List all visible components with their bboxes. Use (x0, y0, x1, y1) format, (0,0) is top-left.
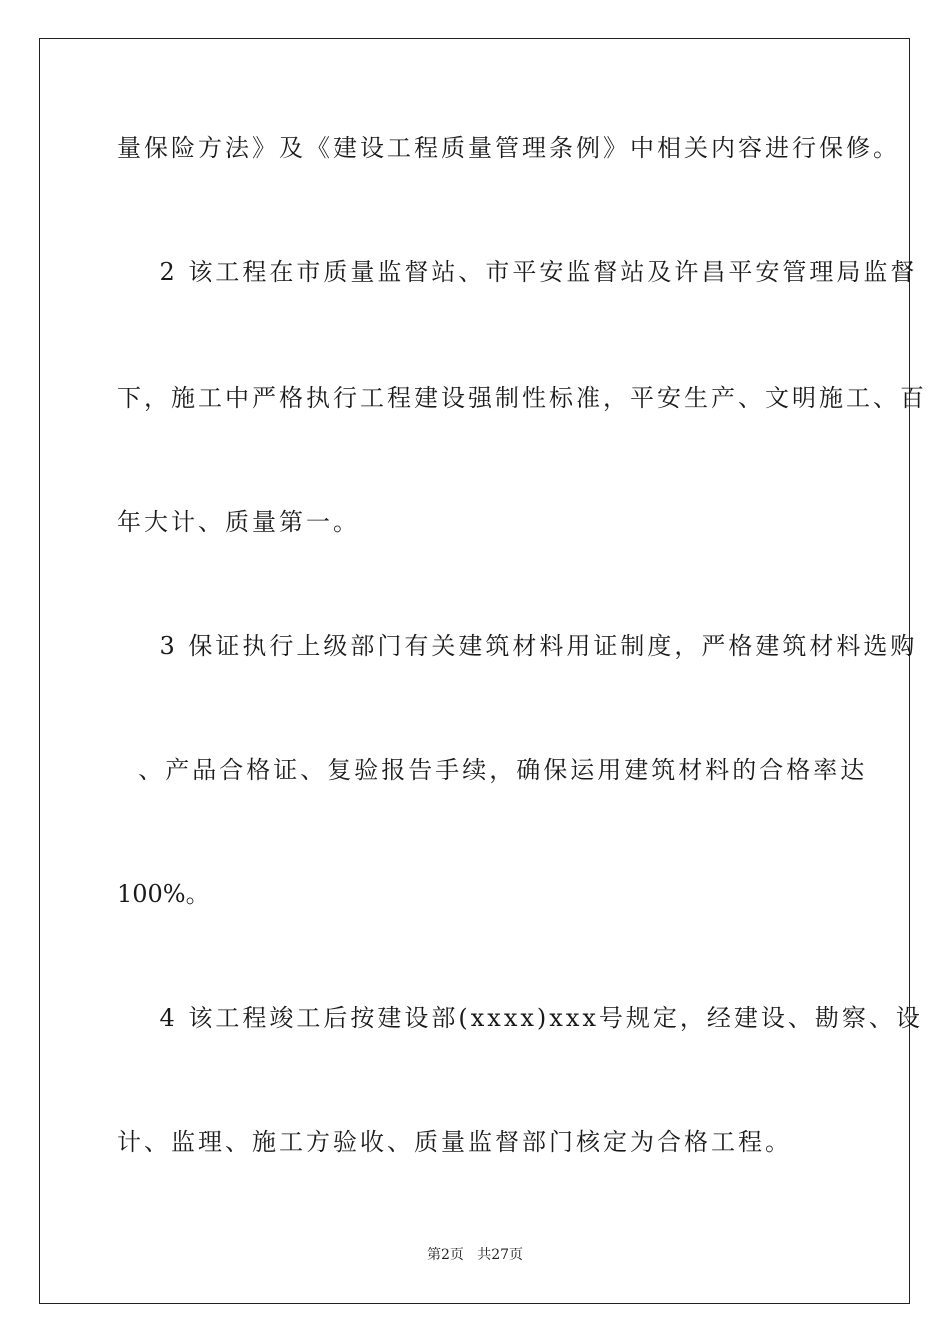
body-text-line: 4 该工程竣工后按建设部(xxxx)xxx号规定，经建设、勘察、设 (117, 1004, 923, 1032)
body-text-line: 下，施工中严格执行工程建设强制性标准，平安生产、文明施工、百 (117, 384, 927, 412)
body-text-line: 3 保证执行上级部门有关建筑材料用证制度，严格建筑材料选购 (117, 632, 918, 660)
body-text-line: 100%。 (117, 880, 210, 908)
body-text-line: 计、监理、施工方验收、质量监督部门核定为合格工程。 (117, 1128, 792, 1156)
body-text-line: 量保险方法》及《建设工程质量管理条例》中相关内容进行保修。 (117, 134, 900, 162)
body-text-line: 年大计、质量第一。 (117, 508, 360, 536)
page-border (39, 38, 927, 1304)
body-text-line: 、产品合格证、复验报告手续，确保运用建筑材料的合格率达 (117, 756, 868, 784)
page-number-footer: 第2页 共27页 (426, 1247, 524, 1263)
body-text-line: 2 该工程在市质量监督站、市平安监督站及许昌平安管理局监督 (117, 258, 918, 286)
